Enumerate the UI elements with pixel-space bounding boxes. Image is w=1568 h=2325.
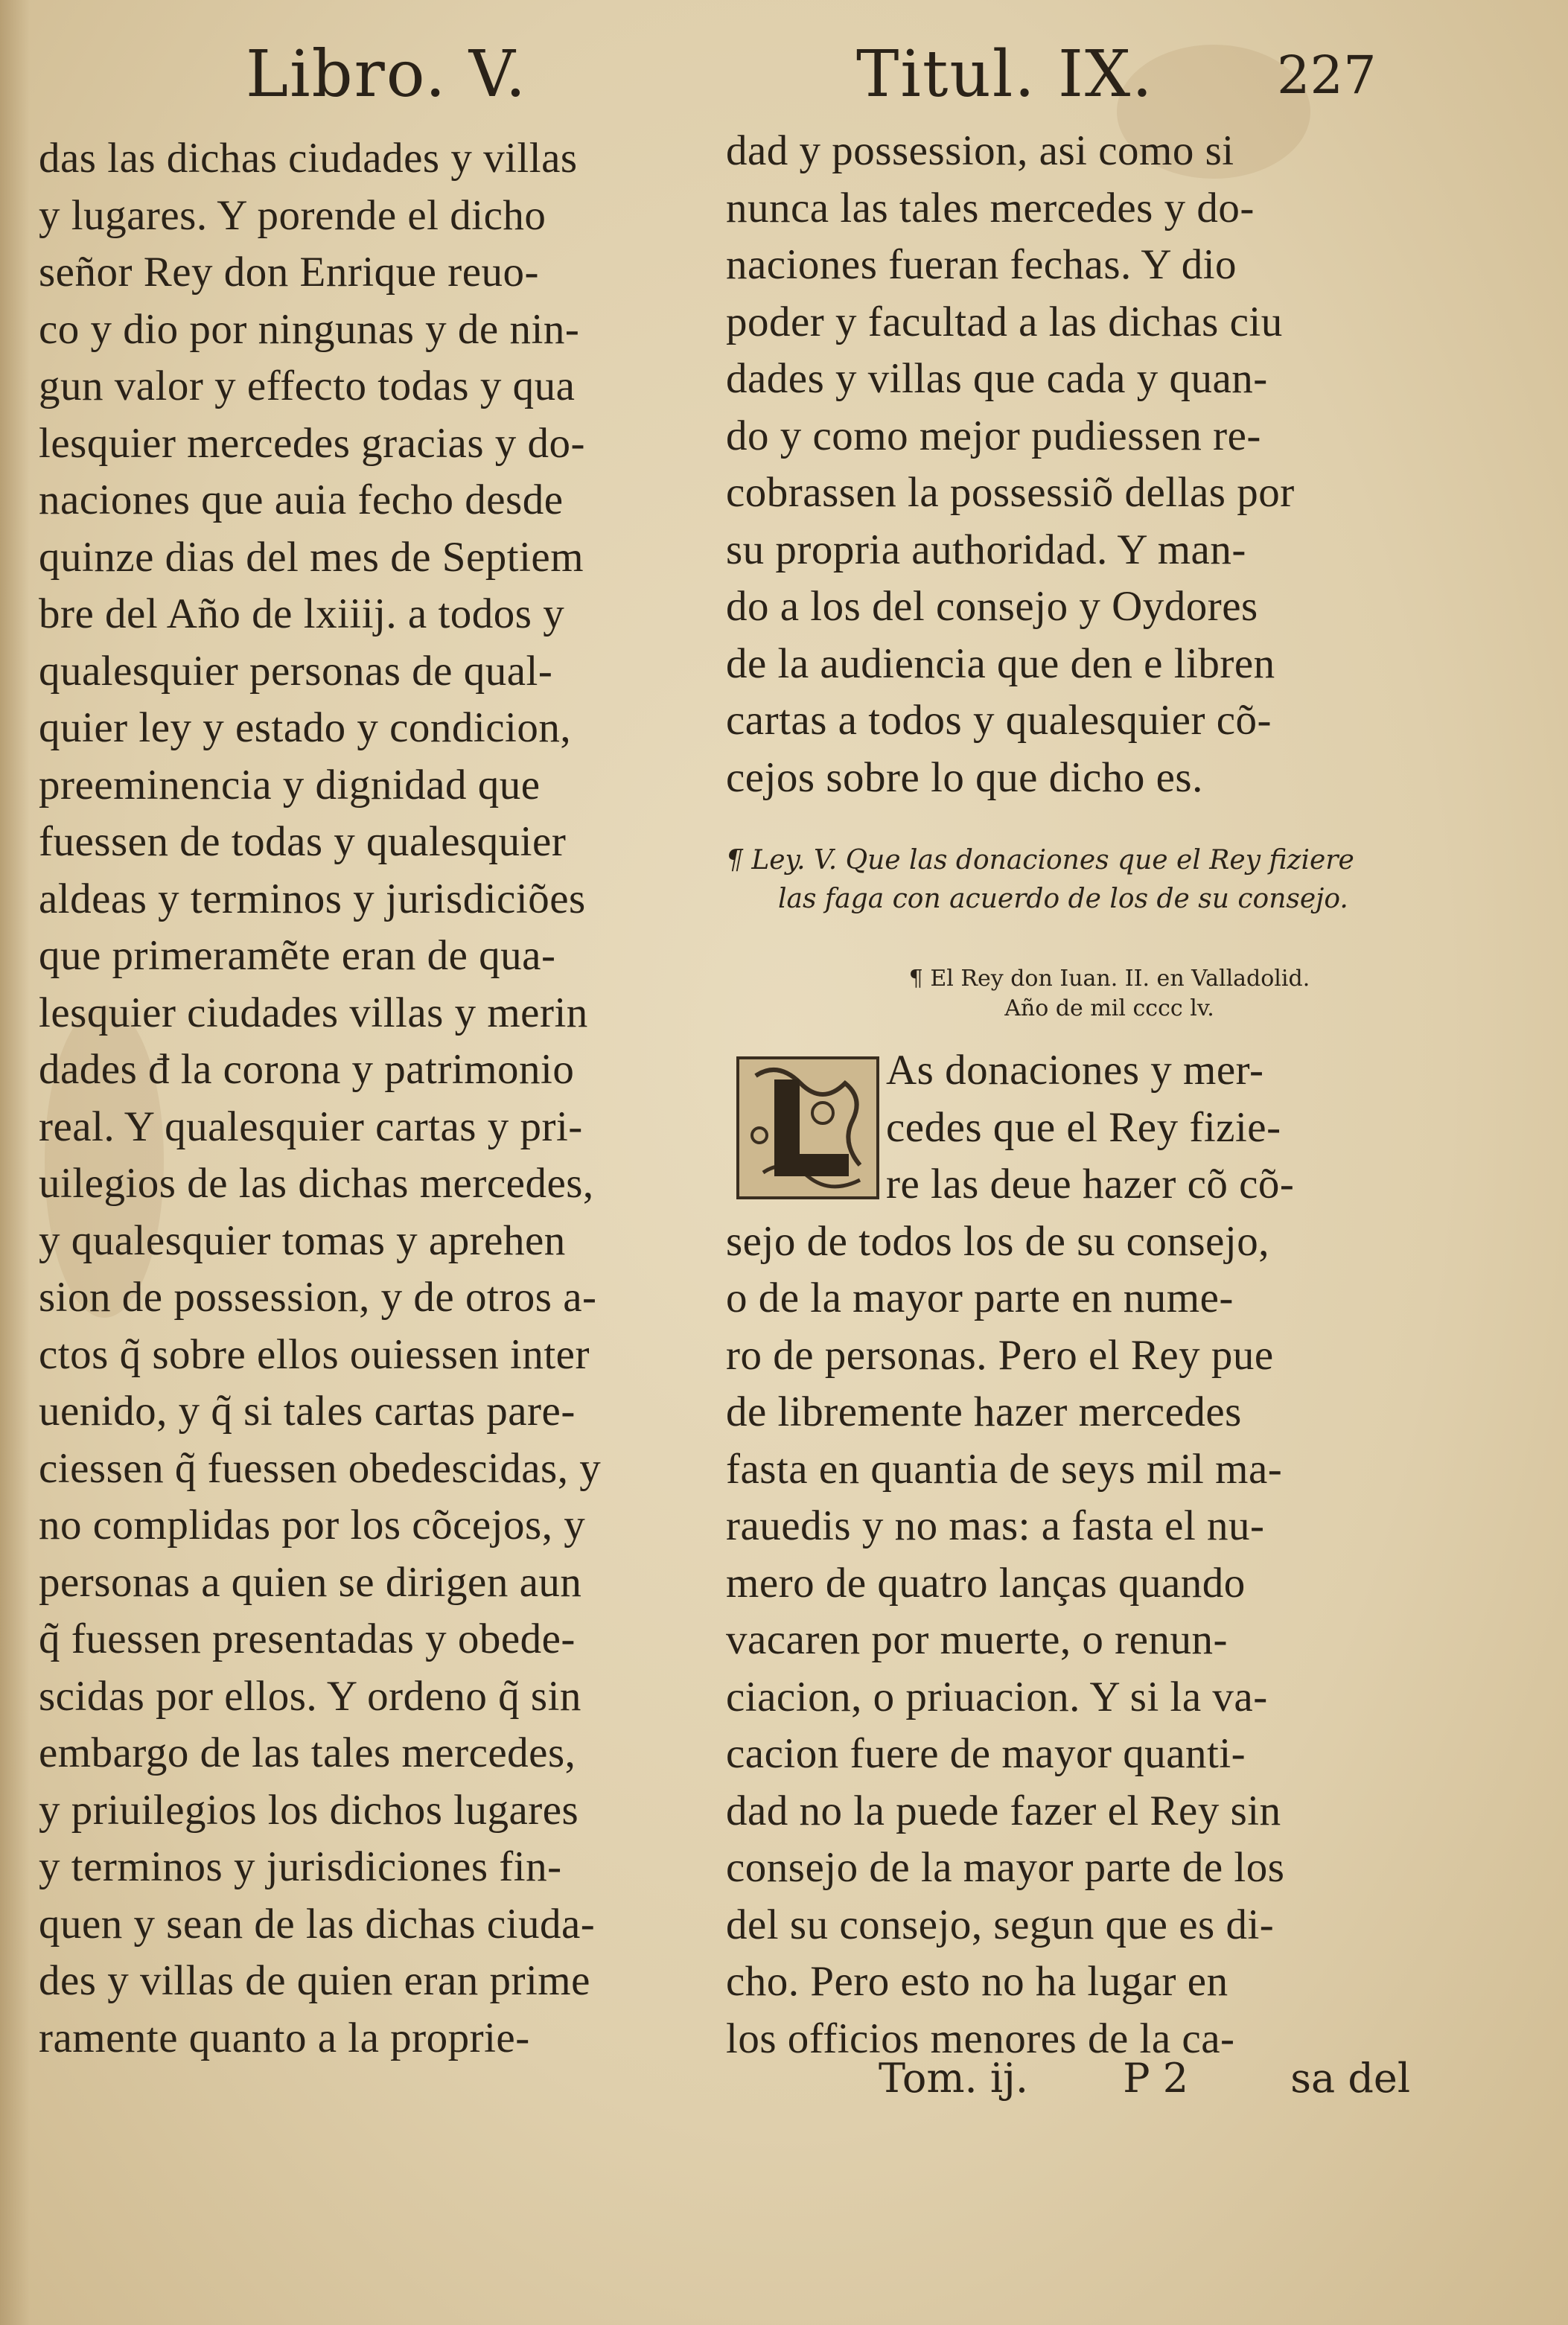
text-line: fasta en quantia de seys mil ma-: [726, 1445, 1283, 1493]
text-line: cho. Pero esto no ha lugar en: [726, 1958, 1228, 2005]
text-line: quinze dias del mes de Septiem: [39, 533, 584, 581]
text-line: su propria authoridad. Y man-: [726, 526, 1246, 573]
text-line: dad y possession, asi como si: [726, 127, 1234, 174]
text-line: mero de quatro lanças quando: [726, 1559, 1246, 1607]
text-line: cartas a todos y qualesquier cõ-: [726, 697, 1272, 744]
text-line: co y dio por ningunas y de nin-: [39, 305, 580, 353]
right-column-top: [726, 123, 1389, 806]
text-line: embargo de las tales mercedes,: [39, 1729, 576, 1776]
text-line: As donaciones y mer-: [886, 1047, 1264, 1094]
text-line: bre del Año de lxiiij. a todos y: [39, 590, 565, 637]
text-line: do y como mejor pudiessen re-: [726, 412, 1261, 459]
text-line: das las dichas ciudades y villas: [39, 135, 578, 182]
text-line: nunca las tales mercedes y do-: [726, 184, 1255, 232]
text-line: ramente quanto a la proprie-: [39, 2014, 530, 2061]
text-line: preeminencia y dignidad que: [39, 761, 541, 809]
text-line: de la audiencia que den e libren: [726, 640, 1275, 687]
text-line: cobrassen la possessiõ dellas por: [726, 469, 1295, 516]
text-line: rauedis y no mas: a fasta el nu-: [726, 1502, 1265, 1549]
text-line: gun valor y effecto todas y qua: [39, 363, 576, 409]
text-line: no complidas por los cõcejos, y: [39, 1502, 586, 1549]
text-line: cejos sobre lo que dicho es.: [726, 753, 1203, 801]
rubric-line: las faga con acuerdo de los de su consejo.: [778, 884, 1348, 914]
text-line: fuessen de todas y qualesquier: [39, 818, 567, 865]
text-line: ciacion, o priuacion. Y si la va-: [726, 1673, 1268, 1720]
text-line: aldeas y terminos y jurisdiciões: [39, 875, 586, 922]
text-line: los officios menores de la ca-: [726, 2015, 1235, 2062]
text-line: ctos q̃ sobre ellos ouiessen inter: [39, 1330, 590, 1378]
signature-mark: Tom. ij.: [879, 2055, 1029, 2102]
text-line: lesquier ciudades villas y merin: [39, 989, 588, 1036]
text-line: cacion fuere de mayor quanti-: [726, 1730, 1246, 1777]
header-title: Titul. IX.: [856, 37, 1154, 112]
caption-line: ¶ El Rey don Iuan. II. en Valladolid.: [908, 966, 1310, 992]
page-number: 227: [1277, 45, 1377, 106]
text-line: cedes que el Rey fizie-: [886, 1103, 1281, 1151]
text-line: dades đ la corona y patrimonio: [39, 1046, 575, 1093]
right-column-body: [726, 1042, 1396, 2067]
text-line: quier ley y estado y condicion,: [39, 704, 572, 751]
header-book: Libro. V.: [246, 37, 528, 112]
text-line: do a los del consejo y Oydores: [726, 583, 1258, 630]
text-line: y terminos y jurisdiciones fin-: [39, 1843, 562, 1890]
text-line: uilegios de las dichas mercedes,: [39, 1160, 594, 1207]
text-line: qualesquier personas de qual-: [39, 647, 553, 695]
text-line: vacaren por muerte, o renun-: [726, 1616, 1228, 1663]
text-line: quen y sean de las dichas ciuda-: [39, 1900, 596, 1948]
text-line: scidas por ellos. Y ordeno q̃ sin: [39, 1672, 581, 1720]
law-rubric: [726, 841, 1381, 919]
text-line: consejo de la mayor parte de los: [726, 1844, 1285, 1891]
text-line: re las deue hazer cõ cõ-: [886, 1161, 1295, 1208]
text-line: y priuilegios los dichos lugares: [39, 1786, 579, 1834]
text-line: y qualesquier tomas y aprehen: [39, 1216, 566, 1264]
text-line: uenido, y q̃ si tales cartas pare-: [39, 1388, 576, 1435]
text-line: personas a quien se dirigen aun: [39, 1558, 582, 1606]
gutter-shadow: [0, 0, 30, 2325]
text-line: real. Y qualesquier cartas y pri-: [39, 1103, 583, 1150]
law-caption: [849, 964, 1370, 1024]
text-line: poder y facultad a las dichas ciu: [726, 298, 1283, 345]
running-header: [0, 30, 1568, 112]
text-line: dades y villas que cada y quan-: [726, 355, 1268, 402]
caption-line: Año de mil cccc lv.: [1004, 995, 1214, 1021]
text-line: señor Rey don Enrique reuo-: [39, 249, 539, 296]
text-line: des y villas de quien eran prime: [39, 1957, 590, 2004]
text-line: lesquier mercedes gracias y do-: [39, 419, 586, 467]
page-footer: [879, 2055, 1410, 2102]
text-line: naciones fueran fechas. Y dio: [726, 241, 1237, 288]
text-line: y lugares. Y porende el dicho: [39, 191, 546, 239]
catchword: sa del: [1290, 2055, 1411, 2102]
text-line: de libremente hazer mercedes: [726, 1388, 1242, 1435]
text-line: naciones que auia fecho desde: [39, 476, 564, 523]
text-line: ro de personas. Pero el Rey pue: [726, 1331, 1274, 1379]
text-line: sejo de todos los de su consejo,: [726, 1217, 1270, 1265]
text-line: dad no la puede fazer el Rey sin: [726, 1787, 1281, 1834]
text-line: q̃ fuessen presentadas y obede-: [39, 1616, 576, 1662]
text-line: ciessen q̃ fuessen obedescidas, y: [39, 1444, 602, 1492]
left-column: [39, 130, 694, 2067]
rubric-line: ¶ Ley. V. Que las donaciones que el Rey fiziere: [726, 845, 1354, 876]
text-line: que primeramẽte eran de qua-: [39, 932, 556, 979]
text-line: del su consejo, segun que es di-: [726, 1901, 1275, 1948]
text-line: sion de possession, y de otros a-: [39, 1274, 597, 1321]
text-line: o de la mayor parte en nume-: [726, 1275, 1234, 1321]
gathering-mark: P 2: [1123, 2055, 1189, 2102]
